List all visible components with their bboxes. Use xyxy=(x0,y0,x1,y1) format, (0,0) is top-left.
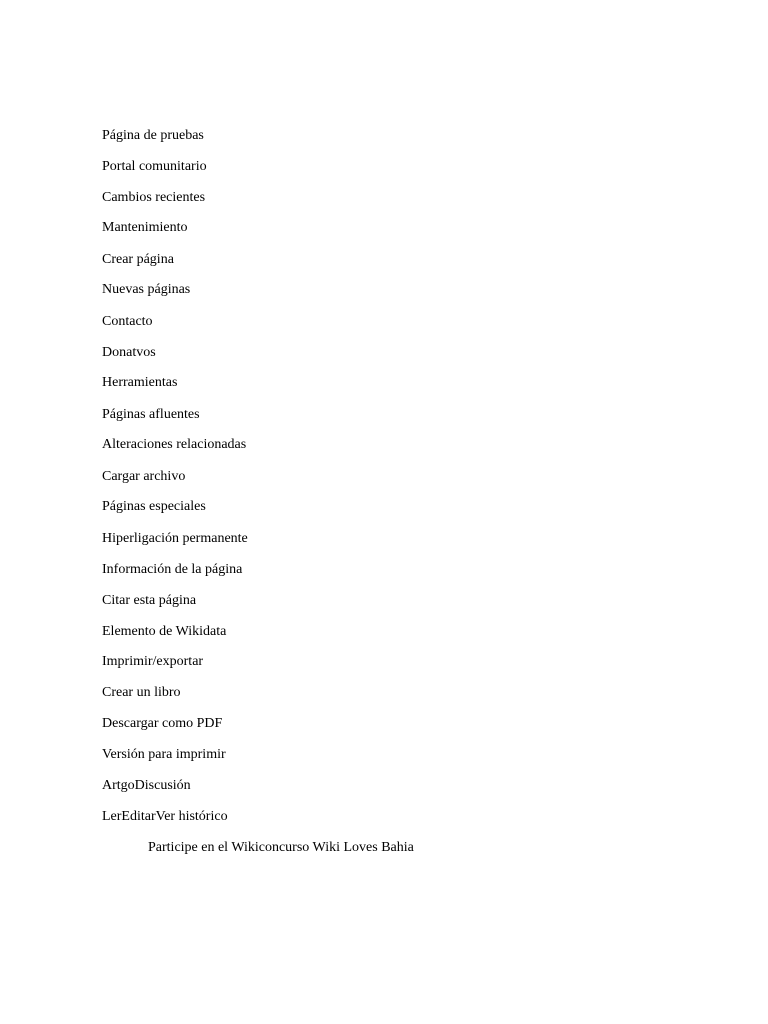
link-paginas-especiales[interactable]: Páginas especiales xyxy=(102,499,206,514)
link-elemento-de-wikidata[interactable]: Elemento de Wikidata xyxy=(102,624,227,639)
link-donativos[interactable]: Donatvos xyxy=(102,345,156,360)
contest-notice[interactable]: Participe en el Wikiconcurso Wiki Loves Bahia xyxy=(148,840,414,855)
link-contacto[interactable]: Contacto xyxy=(102,314,153,329)
link-informacion-de-la-pagina[interactable]: Información de la página xyxy=(102,562,243,577)
tabs-articulo-discusion[interactable]: ArtgoDiscusión xyxy=(102,778,191,793)
link-pagina-de-pruebas[interactable]: Página de pruebas xyxy=(102,128,204,143)
heading-imprimir-exportar: Imprimir/exportar xyxy=(102,654,204,669)
link-descargar-como-pdf[interactable]: Descargar como PDF xyxy=(102,716,223,731)
link-portal-comunitario[interactable]: Portal comunitario xyxy=(102,159,207,174)
link-citar-esta-pagina[interactable]: Citar esta página xyxy=(102,593,197,608)
link-nuevas-paginas[interactable]: Nuevas páginas xyxy=(102,282,191,297)
link-hiperligacion-permanente[interactable]: Hiperligación permanente xyxy=(102,531,248,546)
link-paginas-afluentes[interactable]: Páginas afluentes xyxy=(102,407,200,422)
link-cargar-archivo[interactable]: Cargar archivo xyxy=(102,469,186,484)
link-cambios-recientes[interactable]: Cambios recientes xyxy=(102,190,206,205)
tabs-leer-editar-historico[interactable]: LerEditarVer histórico xyxy=(102,809,228,824)
heading-herramientas: Herramientas xyxy=(102,375,178,390)
link-crear-un-libro[interactable]: Crear un libro xyxy=(102,685,181,700)
link-mantenimiento[interactable]: Mantenimiento xyxy=(102,220,188,235)
link-version-para-imprimir[interactable]: Versión para imprimir xyxy=(102,747,226,762)
link-crear-pagina[interactable]: Crear página xyxy=(102,252,174,267)
link-alteraciones-relacionadas[interactable]: Alteraciones relacionadas xyxy=(102,437,247,452)
